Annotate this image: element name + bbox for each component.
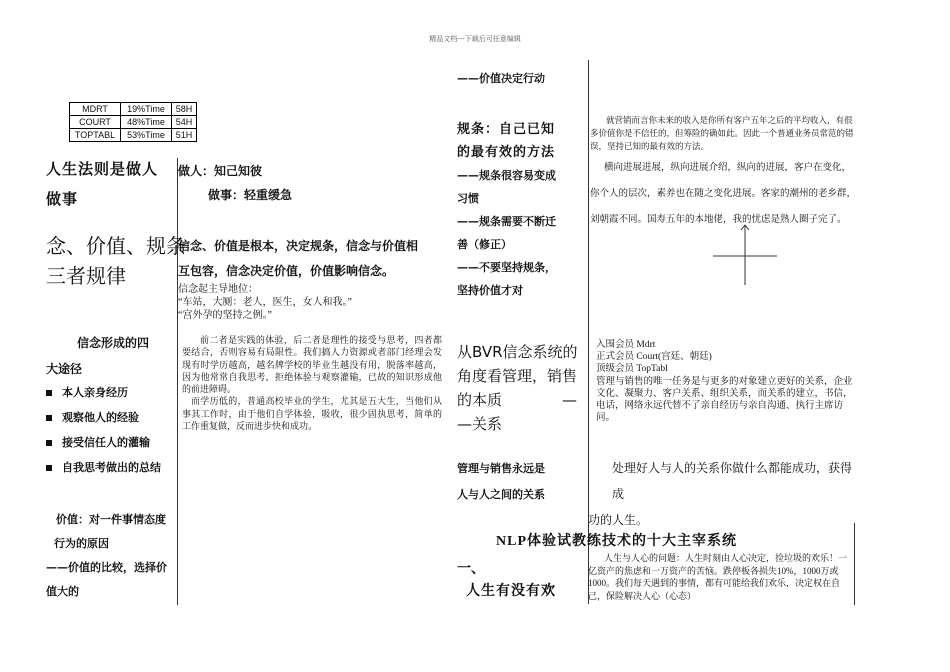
list-item-label: 本人亲身经历 (62, 386, 128, 399)
progress-paragraph: 横向进展进展，纵向进展介绍，纵向的进展，客户在变化，你个人的层次，素养也在随之变化进展。客家的潮州的老乡群，刘朝霞不同。国寿五年的本地佬，我的忧虑是熟人圈子完了。 (590, 162, 857, 225)
bullet-icon (46, 415, 52, 421)
nlp-title: NLP体验试教练技术的十大主宰系统 (496, 534, 737, 549)
table-cell: 58H (172, 103, 197, 116)
value-action-label: ——价值决定行动 (457, 72, 545, 85)
value-definition (46, 508, 178, 604)
income-paragraph: 就营销而言你未来的收入是你所有客户五年之后的平均收入，有很多价值你是不信任的，但筹险的确如此。因此一个普通业务员常范的错误，坚持已知的最有效的方法。 (590, 115, 854, 151)
table-cell: 54H (172, 116, 197, 129)
bvr-heading-text: 的本质 (457, 391, 503, 409)
rule-line: 习惯 (457, 192, 479, 205)
table-cell: 48%Time (121, 116, 172, 129)
three-rules-heading (46, 231, 186, 291)
rule-heading-line: 规条：自己已知 (457, 122, 556, 137)
life-rule-title-line: 做事 (46, 190, 79, 208)
column-divider-3 (854, 523, 855, 605)
management-sales-heading (457, 456, 587, 508)
rule-line: ——不要坚持规条， (457, 261, 556, 274)
value-definition-line: 行为的原因 (54, 537, 109, 550)
table-row (70, 103, 197, 116)
rule-line: ——规条很容易变成 (457, 169, 556, 182)
table-row (70, 129, 197, 142)
belief-sources-heading-line: 大途径 (46, 362, 83, 376)
page-header: 精品文档---下载后可任意编辑 (429, 35, 521, 43)
list-item-label: 接受信任人的灌输 (62, 436, 150, 449)
bvr-heading-dash: — (562, 391, 577, 409)
table-cell: COURT (70, 116, 121, 129)
table-row (70, 116, 197, 129)
bullet-icon (46, 440, 52, 446)
experience-paragraphs (182, 334, 442, 432)
bvr-heading-line: 从BVR信念系统的 (457, 343, 578, 361)
paragraph: 前二者是实践的体验，后二者是理性的接受与思考，四者都要结合，否则容易有局限性。我们搞人力资源或者部门经理会发现有时学历越高，越名牌学校的毕业生越没有用，脱落率越高，因为他常常自我思考，拒绝体验与观察灌输，已故的知识形成他的前进障碍。 (182, 335, 442, 395)
membership-levels (596, 339, 856, 375)
relationship-line: 功的人生。 (588, 513, 649, 527)
membership-level: 顶级会员 TopTabl (596, 364, 668, 374)
three-rules-heading-line: 三者规律 (46, 264, 126, 288)
table-cell: 53%Time (121, 129, 172, 142)
zuoren-text: 做人：知己知彼 (178, 164, 263, 178)
management-sales-line: 管理与销售永远是 (457, 462, 545, 475)
rule-line: ——规条需要不断迁 (457, 215, 556, 228)
belief-origin-quote: “车站，大厕：老人，医生，女人和我。” (178, 297, 352, 308)
belief-sources-heading-line: 信念形成的四 (77, 336, 150, 350)
rule-section (457, 118, 587, 302)
membership-level: 入围会员 Mdrt (596, 340, 656, 350)
zuoshi-text: 做事：轻重缓急 (208, 188, 293, 202)
bvr-heading-line: 角度看管理，销售 (457, 367, 578, 385)
life-rule-title-line: 人生法则是做人 (46, 160, 159, 178)
relationship-paragraph (588, 455, 858, 533)
belief-origin-quote: “宫外孕的坚持之例。” (178, 310, 272, 321)
value-definition-line: 价值：对一件事情态度 (56, 513, 166, 526)
list-item (44, 434, 177, 459)
belief-sources-list (44, 384, 177, 484)
list-item (44, 459, 177, 484)
belief-value-line: 互包容，信念决定价值，价值影响信念。 (178, 264, 395, 278)
belief-sources-heading (46, 330, 176, 382)
belief-origin-title: 信念起主导地位： (178, 284, 258, 295)
bvr-heading-line: —关系 (457, 415, 503, 433)
management-sales-line: 人与人之间的关系 (457, 488, 545, 501)
life-rule-title (46, 156, 176, 212)
value-definition-line: ——价值的比较，选择价 (46, 561, 167, 574)
list-item-label: 观察他人的经验 (62, 411, 139, 424)
table-cell: TOPTABL (70, 129, 121, 142)
paragraph: 而学历低的，普通高校毕业的学生，尤其是五大生，当他们从事其工作时，由于他们自学体验，吸收，很少固执思考，简单的工作重复做，反而进步快和成功。 (182, 396, 442, 432)
management-task-paragraph: 管理与销售的唯一任务是与更多的对象建立更好的关系，企业文化、凝聚力、客户关系、组织关系，而关系的建立，书信，电话，网络永远代替不了亲自经历与亲自沟通、执行主席访问。 (596, 377, 853, 423)
belief-origin (178, 283, 438, 322)
list-item-label: 自我思考做出的总结 (62, 461, 161, 474)
axis-cross-icon (710, 222, 780, 288)
section-number: 一、 (457, 561, 485, 577)
belief-value-statement (178, 234, 448, 284)
rule-line: 善（修正） (457, 238, 512, 251)
bvr-heading (457, 340, 587, 436)
stats-table (69, 102, 197, 142)
membership-level: 正式会员 Court(宫廷、朝廷) (596, 352, 712, 362)
bullet-icon (46, 465, 52, 471)
bvr-heading-line (457, 388, 587, 412)
three-rules-heading-line: 念、价值、规条 (46, 234, 186, 258)
list-item (44, 409, 177, 434)
life-question-heading: 人生有没有欢 (466, 583, 556, 599)
rule-line: 坚持价值才对 (457, 284, 523, 297)
rule-heading-line: 的最有效的方法 (457, 145, 556, 160)
value-definition-line: 值大的 (46, 585, 79, 598)
bullet-icon (46, 390, 52, 396)
relationship-line: 处理好人与人的关系你做什么都能成功，获得成 (612, 461, 853, 501)
list-item (44, 384, 177, 409)
human-relations-paragraph: 人生与人心的问题：人生时刻由人心决定，捡垃圾的欢乐！一亿资产的焦虑和一万资产的苦恼。跌停板各损失10%，1000万或1000。我们每天遇到的事情，都有可能给我们欢乐，决定权在自己，保险解决人心（心态） (588, 553, 848, 601)
belief-value-line: 信念、价值是根本，决定规条，信念与价值相 (178, 239, 419, 253)
table-cell: MDRT (70, 103, 121, 116)
table-cell: 19%Time (121, 103, 172, 116)
table-cell: 51H (172, 129, 197, 142)
